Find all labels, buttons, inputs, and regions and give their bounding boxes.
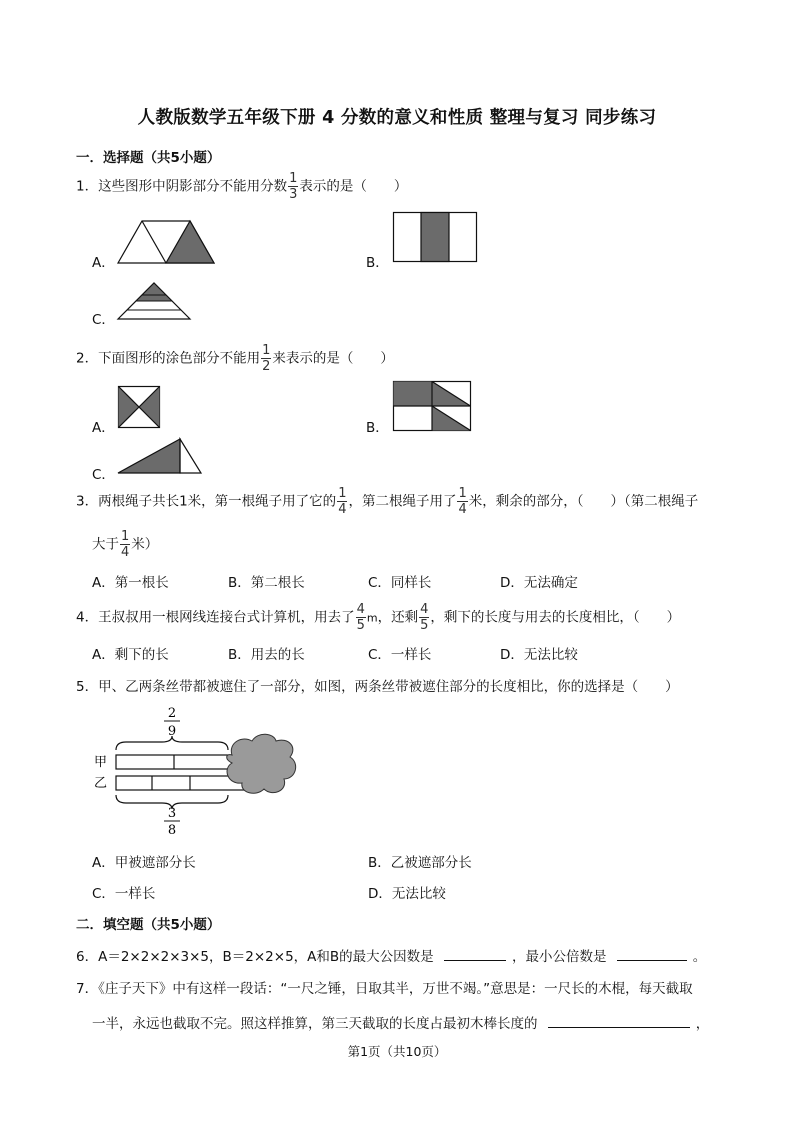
q4-text-mid: ，还剩 [377, 609, 419, 626]
q5-option-b[interactable]: B．乙被遮部分长 [368, 855, 472, 871]
question-6 [76, 945, 706, 965]
page-title: 人教版数学五年级下册 4 分数的意义和性质 整理与复习 同步练习 [137, 108, 657, 128]
q3-text-mid: ，第二根绳子用了 [348, 493, 457, 510]
q2-figure-c [118, 438, 202, 474]
q4-option-d[interactable]: D．无法比较 [500, 647, 578, 663]
q4-option-a[interactable]: A．剩下的长 [92, 647, 169, 663]
q5-label-yi: 乙 [94, 776, 108, 791]
q5-bottom-denominator: 8 [167, 823, 177, 838]
q4-fraction-2: $\frac{4}{5}$ [420, 602, 429, 633]
question-7: 7．《庄子天下》中有这样一段话：“一尺之锤，日取其半，万世不竭。”意思是：一尺长的木棍，每天截取 [76, 981, 693, 997]
q2-figure-b [393, 381, 471, 431]
q2-figure-a [118, 386, 160, 428]
q6-lcm-blank[interactable] [617, 947, 687, 961]
q3-line2-end: 米） [131, 536, 159, 553]
q7-line2-text: 一半，永远也截取不完。照这样推算，第三天截取的长度占最初木棒长度的 [92, 1016, 538, 1032]
section-heading-choice: 一．选择题（共5小题） [76, 150, 221, 166]
question-1 [76, 172, 407, 201]
q3-text-end: 米，剩余的部分，（ ）（第二根绳子 [468, 493, 699, 510]
q4-text: 4．王叔叔用一根网线连接台式计算机，用去了 [76, 609, 355, 626]
q1-figure-a [118, 220, 218, 264]
q3-option-a[interactable]: A．第一根长 [92, 575, 169, 591]
q3-option-b[interactable]: B．第二根长 [228, 575, 305, 591]
q2-option-c[interactable]: C． [92, 467, 115, 483]
q1-figure-c [118, 282, 190, 320]
q5-bottom-numerator: 3 [167, 806, 177, 821]
q1-option-a[interactable]: A． [92, 255, 115, 271]
question-7-line-2 [92, 1012, 709, 1032]
question-3 [76, 487, 698, 516]
q7-answer-blank[interactable] [548, 1014, 690, 1028]
q1-figure-b [393, 212, 477, 262]
question-2 [76, 344, 394, 373]
question-3-line-2 [92, 530, 158, 559]
q5-ribbon-figure [92, 703, 302, 838]
q2-fraction: $\frac{1}{2}$ [262, 343, 271, 374]
q5-top-denominator: 9 [167, 724, 177, 739]
q6-text-end: 。 [692, 949, 707, 965]
q5-option-a[interactable]: A．甲被遮部分长 [92, 855, 196, 871]
q7-text-end: ， [695, 1016, 710, 1032]
q5-label-jia: 甲 [94, 755, 108, 770]
page-footer: 第1页（共10页） [347, 1044, 447, 1059]
q3-fraction-2: $\frac{1}{4}$ [458, 486, 467, 517]
q4-option-c[interactable]: C．一样长 [368, 647, 432, 663]
q4-fraction-1: $\frac{4}{5}$ [356, 602, 365, 633]
q3-fraction-1: $\frac{1}{4}$ [338, 486, 347, 517]
q4-unit: m [366, 611, 378, 625]
q1-text: 1．这些图形中阴影部分不能用分数 [76, 178, 288, 195]
q1-fraction: $\frac{1}{3}$ [289, 171, 298, 202]
q2-text-end: 来表示的是（ ） [272, 350, 394, 367]
q3-fraction-3: $\frac{1}{4}$ [121, 529, 130, 560]
q2-option-a[interactable]: A． [92, 420, 115, 436]
question-4 [76, 603, 680, 632]
q1-option-b[interactable]: B． [366, 255, 389, 271]
q3-text: 3．两根绳子共长1米，第一根绳子用了它的 [76, 493, 337, 510]
q6-text-mid: ，最小公倍数是 [511, 949, 607, 965]
question-5: 5．甲、乙两条丝带都被遮住了一部分，如图，两条丝带被遮住部分的长度相比，你的选择是（ ） [76, 679, 679, 695]
section-heading-fill: 二．填空题（共5小题） [76, 917, 221, 933]
q1-option-c[interactable]: C． [92, 312, 115, 328]
q3-option-d[interactable]: D．无法确定 [500, 575, 578, 591]
q6-text: 6．A＝2×2×2×3×5，B＝2×2×5，A和B的最大公因数是 [76, 949, 434, 965]
q5-option-c[interactable]: C．一样长 [92, 886, 156, 902]
q3-line2-text: 大于 [92, 536, 119, 553]
q2-text: 2．下面图形的涂色部分不能用 [76, 350, 261, 367]
q1-text-end: 表示的是（ ） [299, 178, 408, 195]
q6-gcd-blank[interactable] [444, 947, 506, 961]
q2-option-b[interactable]: B． [366, 420, 389, 436]
q5-top-numerator: 2 [167, 706, 177, 721]
q3-option-c[interactable]: C．同样长 [368, 575, 432, 591]
q4-text-end: ，剩下的长度与用去的长度相比，（ ） [430, 609, 681, 626]
q5-option-d[interactable]: D．无法比较 [368, 886, 446, 902]
q4-option-b[interactable]: B．用去的长 [228, 647, 305, 663]
